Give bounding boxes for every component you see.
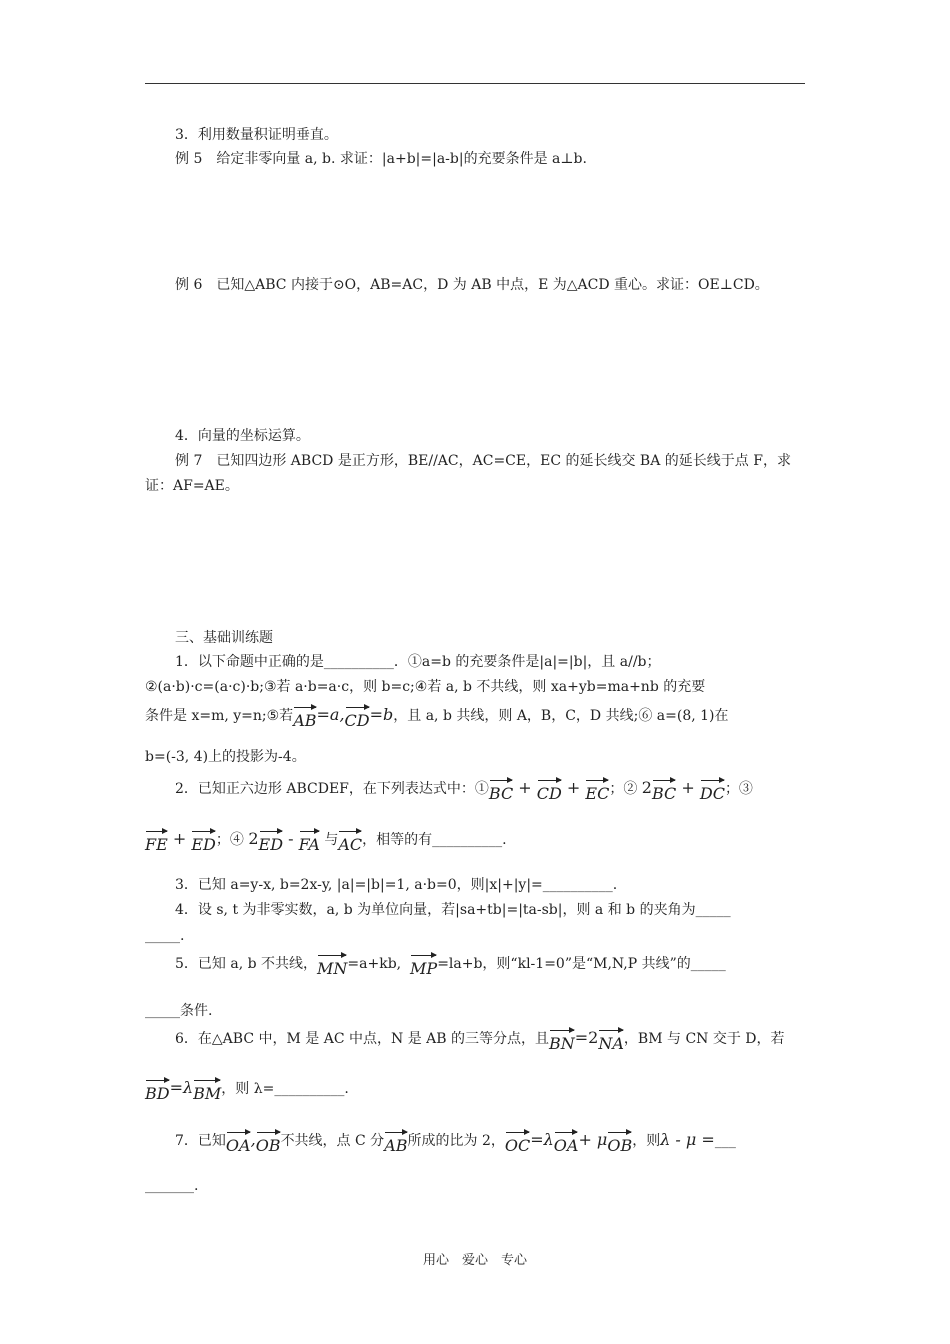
q7-expr: λ - μ = — [660, 1130, 715, 1149]
vector-bc-2: BC — [652, 776, 676, 803]
vector-bn: BN — [549, 1026, 575, 1053]
vector-dc: DC — [700, 776, 725, 803]
vector-fa: FA — [299, 827, 320, 854]
q7-eq: =λ — [530, 1130, 554, 1149]
vector-fe: FE — [145, 827, 168, 854]
q2-tail: ，相等的有__________. — [362, 832, 507, 848]
q6-tail2: ，则 λ=__________. — [221, 1081, 349, 1097]
vector-ec: EC — [585, 776, 609, 803]
q5-mid: =a+kb, — [347, 956, 402, 972]
eq-b: =b — [369, 705, 394, 724]
q1-line3-b: ，且 a, b 共线，则 A，B，C，D 共线;⑥ a=(8, 1)在 — [393, 708, 729, 724]
vector-oc: OC — [505, 1128, 530, 1155]
vector-na: NA — [598, 1026, 624, 1053]
q5-line1 — [175, 951, 726, 978]
q2-intro: 2．已知正六边形 ABCDEF，在下列表达式中：① — [175, 781, 489, 797]
q2-with: 与 — [324, 832, 339, 848]
vector-ed: ED — [191, 827, 216, 854]
q7-intro: 7．已知 — [175, 1133, 226, 1149]
q4-line2: _____. — [145, 928, 185, 944]
q7-line2: _______. — [145, 1178, 199, 1194]
coef-2: 2 — [641, 778, 652, 797]
q2-mid3: ；④ — [215, 832, 244, 848]
q6-intro: 6．在△ABC 中，M 是 AC 中点，N 是 AB 的三等分点，且 — [175, 1031, 549, 1047]
q7-tail: ，则 — [632, 1133, 661, 1149]
q7-plus: + μ — [578, 1130, 608, 1149]
section-3-heading: 3．利用数量积证明垂直。 — [175, 127, 338, 143]
vector-ob: OB — [256, 1128, 281, 1155]
q3: 3．已知 a=y-x, b=2x-y, |a|=|b|=1, a·b=0，则|x|+|y|=__________. — [175, 877, 618, 893]
vector-ed-2: ED — [259, 827, 284, 854]
q6-eq2: =λ — [169, 1078, 194, 1097]
vector-ob-2: OB — [607, 1128, 632, 1155]
q7-comma: , — [250, 1130, 256, 1149]
example-6: 例 6 已知△ABC 内接于⊙O，AB=AC，D 为 AB 中点，E 为△ACD 重心。求证：OE⊥CD。 — [175, 277, 769, 293]
vector-ab-2: AB — [384, 1128, 407, 1155]
coef-2b: 2 — [248, 829, 259, 848]
example-5: 例 5 给定非零向量 a, b. 求证：|a+b|=|a-b|的充要条件是 a⊥b. — [175, 151, 587, 167]
q2-mid2: ；③ — [724, 781, 753, 797]
q1-line1: 1．以下命题中正确的是__________．①a=b 的充要条件是|a|=|b|，且 a//b； — [175, 654, 661, 670]
eq-a: =a, — [316, 705, 345, 724]
vector-bd: BD — [145, 1076, 170, 1103]
q4-line1: 4．设 s, t 为非零实数，a, b 为单位向量，若|sa+tb|=|ta-sb|，则 a 和 b 的夹角为_____ — [175, 902, 731, 918]
q6-line2 — [145, 1076, 349, 1103]
q5-intro: 5．已知 a, b 不共线， — [175, 956, 318, 972]
q7-blank-end: ___ — [714, 1133, 736, 1149]
q1-line3 — [145, 703, 729, 730]
vector-ac: AC — [338, 827, 362, 854]
example-7-line1: 例 7 已知四边形 ABCD 是正方形，BE//AC，AC=CE，EC 的延长线交 BA 的延长线于点 F，求 — [175, 453, 791, 469]
example-7-line2: 证：AF=AE。 — [145, 478, 239, 494]
vector-oa-2: OA — [554, 1128, 579, 1155]
vector-bm: BM — [193, 1076, 221, 1103]
vector-cd: CD — [345, 703, 370, 730]
vector-mn: MN — [317, 951, 347, 978]
page-footer: 用心 爱心 专心 — [422, 1253, 527, 1268]
q6-line1 — [175, 1026, 785, 1053]
q5-tail: =la+b，则“kl-1=0”是“M,N,P 共线”的_____ — [437, 956, 726, 972]
section-4-heading: 4．向量的坐标运算。 — [175, 428, 310, 444]
q6-tail: ，BM 与 CN 交于 D，若 — [623, 1031, 785, 1047]
q5-line2: _____条件. — [145, 1003, 213, 1019]
vector-mp: MP — [410, 951, 437, 978]
q7-line1 — [175, 1128, 736, 1155]
training-heading: 三、基础训练题 — [175, 630, 273, 646]
q1-line3-a: 条件是 x=m, y=n;⑤若 — [145, 708, 294, 724]
q2-line1: 2．已知正六边形 ABCDEF，在下列表达式中：①BC + CD + EC；② 2BC + DC；③ — [175, 778, 753, 803]
q2-line2: FE + ED；④ 2ED - FA 与AC，相等的有__________. — [145, 829, 507, 854]
vector-bc: BC — [489, 776, 513, 803]
q7-mid: 不共线，点 C 分 — [280, 1133, 385, 1149]
header-rule — [145, 83, 805, 84]
q2-mid1: ；② — [609, 781, 638, 797]
q7-mid2: 所成的比为 2， — [407, 1133, 505, 1149]
vector-ab: AB — [293, 703, 316, 730]
vector-oa: OA — [226, 1128, 251, 1155]
q1-line2: ②(a·b)·c=(a·c)·b;③若 a·b=a·c，则 b=c;④若 a, b 不共线，则 xa+yb=ma+nb 的充要 — [145, 679, 706, 695]
q6-eq: =2 — [574, 1028, 599, 1047]
q1-line4: b=(-3, 4)上的投影为-4。 — [145, 749, 306, 765]
vector-cd: CD — [537, 776, 562, 803]
